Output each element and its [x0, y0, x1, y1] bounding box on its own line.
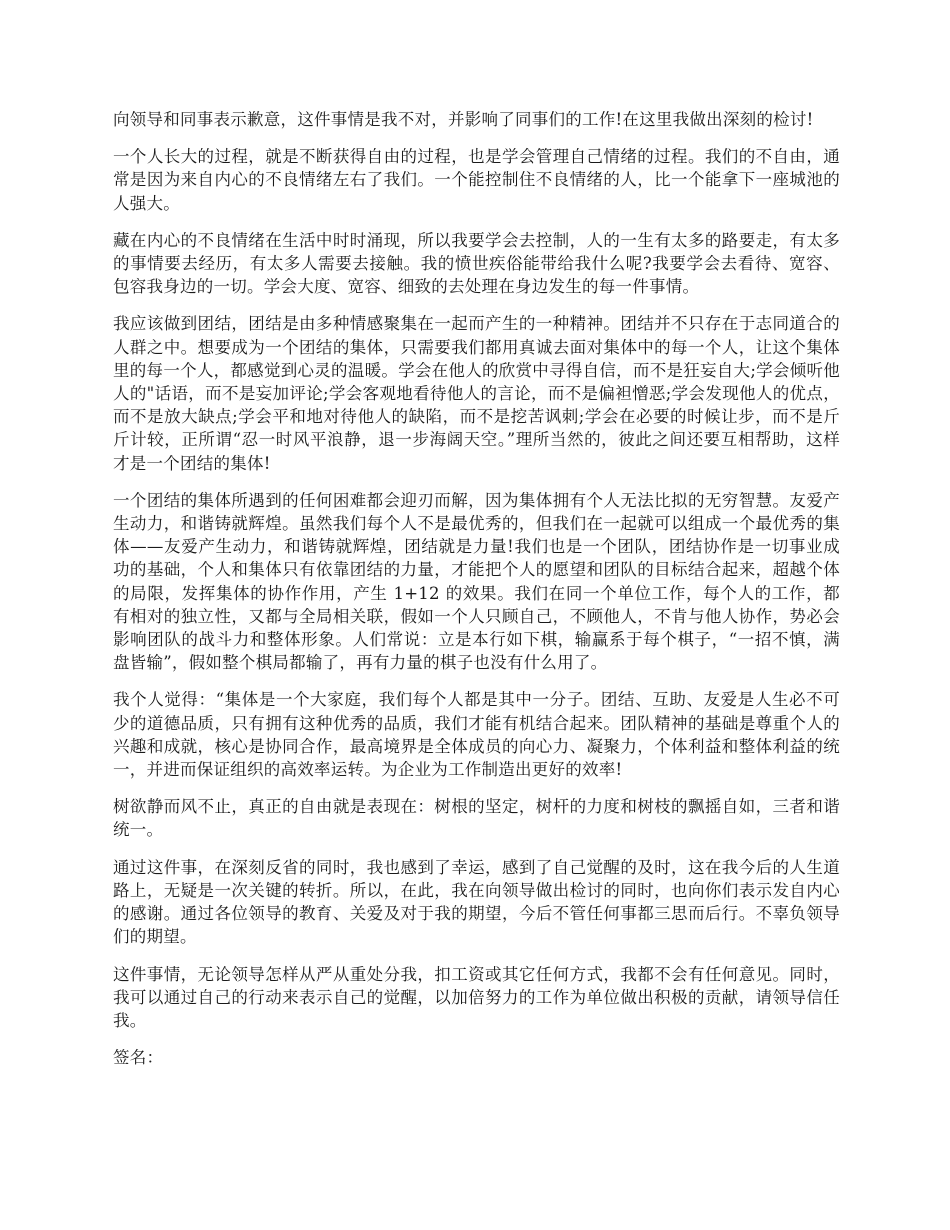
paragraph-team: 一个团结的集体所遇到的任何困难都会迎刃而解，因为集体拥有个人无法比拟的无穷智慧。友爱产生动力，和谐铸就辉煌。虽然我们每个人不是最优秀的，但我们在一起就可以组成一个最优秀的集体——友爱产生动力，和谐铸就辉煌，团结就是力量!我们也是一个团队，团结协作是一切事业成功的基础，个人和集体只有依靠团结的力量，才能把个人的愿望和团队的目标结合起来，超越个体的局限，发挥集体的协作作用，产生 1+12 的效果。我们在同一个单位工作，每个人的工作，都有相对的独立性，又都与全局相关联，假如一个人只顾自己，不顾他人，不肯与他人协作，势必会影响团队的战斗力和整体形象。人们常说：立是本行如下棋，输赢系于每个棋子，“一招不慎，满盘皆输”，假如整个棋局都输了，再有力量的棋子也没有什么用了。: [113, 490, 840, 673]
signature-label: 签名：: [113, 1048, 164, 1068]
paragraph-gratitude: 通过这件事，在深刻反省的同时，我也感到了幸运，感到了自己觉醒的及时，这在我今后的人生道路上，无疑是一次关键的转折。所以，在此，我在向领导做出检讨的同时，也向你们表示发自内心的感谢。通过各位领导的教育、关爱及对于我的期望，今后不管任何事都三思而后行。不辜负领导们的期望。: [113, 857, 840, 947]
paragraph-emotions: 藏在内心的不良情绪在生活中时时涌现，所以我要学会去控制，人的一生有太多的路要走，有太多的事情要去经历，有太多人需要去接触。我的愤世疾俗能带给我什么呢?我要学会去看待、宽容、包容我身边的一切。学会大度、宽容、细致的去处理在身边发生的每一件事情。: [113, 230, 840, 297]
paragraph-unity: 我应该做到团结，团结是由多种情感聚集在一起而产生的一种精神。团结并不只存在于志同道合的人群之中。想要成为一个团结的集体，只需要我们都用真诚去面对集体中的每一个人，让这个集体里的每一个人，都感觉到心灵的温暖。学会在他人的欣赏中寻得自信，而不是狂妄自大;学会倾听他人的"话语，而不是妄加评论;学会客观地看待他人的言论，而不是偏袒憎恶;学会发现他人的优点，而不是放大缺点;学会平和地对待他人的缺陷，而不是挖苦讽刺;学会在必要的时候让步，而不是斤斤计较，正所谓“忍一时风平浪静，退一步海阔天空。”理所当然的，彼此之间还要互相帮助，这样才是一个团结的集体!: [113, 314, 840, 473]
document-body: [113, 108, 840, 1069]
paragraph-collective: 我个人觉得：“集体是一个大家庭，我们每个人都是其中一分子。团结、互助、友爱是人生必不可少的道德品质，只有拥有这种优秀的品质，我们才能有机结合起来。团队精神的基础是尊重个人的兴趣和成就，核心是协同合作，最高境界是全体成员的向心力、凝聚力，个体利益和整体利益的统一，并进而保证组织的高效率运转。为企业为工作制造出更好的效率!: [113, 690, 840, 780]
paragraph-growth: 一个人长大的过程，就是不断获得自由的过程，也是学会管理自己情绪的过程。我们的不自由，通常是因为来自内心的不良情绪左右了我们。一个能控制住不良情绪的人，比一个能拿下一座城池的人强大。: [113, 147, 840, 213]
paragraph-apology: 向领导和同事表示歉意，这件事情是我不对，并影响了同事们的工作!在这里我做出深刻的检讨!: [113, 110, 814, 129]
paragraph-commitment: 这件事情，无论领导怎样从严从重处分我，扣工资或其它任何方式，我都不会有任何意见。同时，我可以通过自己的行动来表示自己的觉醒，以加倍努力的工作为单位做出积极的贡献，请领导信任我。: [113, 964, 840, 1030]
paragraph-tree: 树欲静而风不止，真正的自由就是表现在：树根的坚定，树杆的力度和树枝的飘摇自如，三者和谐统一。: [113, 797, 840, 840]
